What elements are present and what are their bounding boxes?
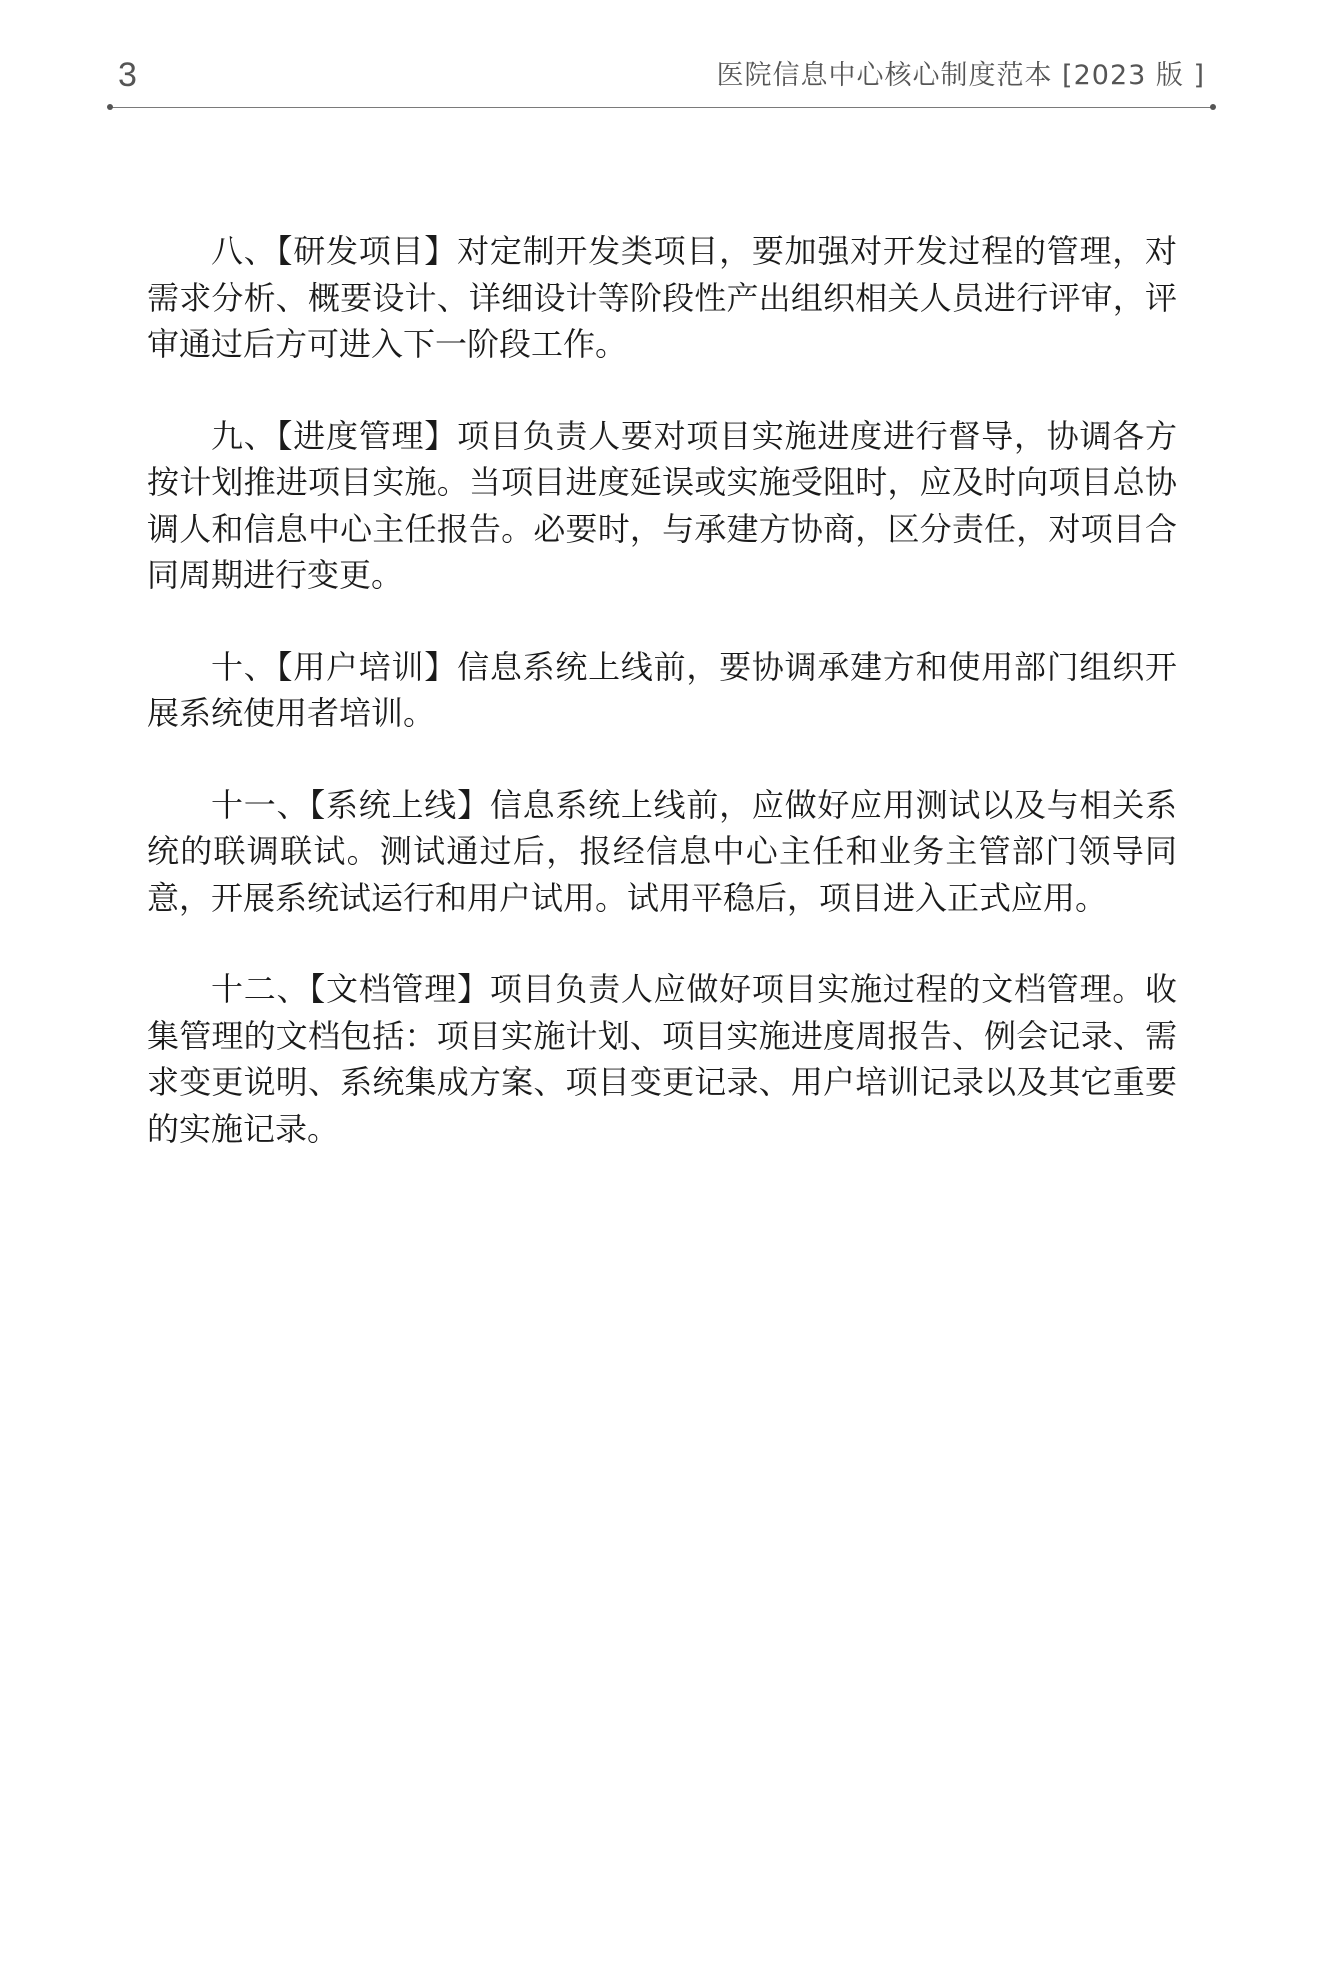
paragraph-research-project: 八、【研发项目】对定制开发类项目，要加强对开发过程的管理，对需求分析、概要设计、详细设计等阶段性产出组织相关人员进行评审，评审通过后方可进入下一阶段工作。 (147, 232, 1177, 363)
header-rule (110, 107, 1213, 108)
running-title: 医院信息中心核心制度范本 [2023 版 ] (716, 60, 1205, 91)
paragraph-user-training: 十、【用户培训】信息系统上线前，要协调承建方和使用部门组织开展系统使用者培训。 (147, 647, 1177, 732)
page-number: 3 (118, 56, 137, 94)
paragraph-document-management: 十二、【文档管理】项目负责人应做好项目实施过程的文档管理。收集管理的文档包括：项目实施计划、项目实施进度周报告、例会记录、需求变更说明、系统集成方案、项目变更记录、用户培训记录以及其它重要的实施记录。 (147, 970, 1177, 1148)
header-rule-left-dot (107, 104, 113, 110)
document-body (147, 228, 1177, 1197)
header-rule-right-dot (1210, 104, 1216, 110)
paragraph-system-launch: 十一、【系统上线】信息系统上线前，应做好应用测试以及与相关系统的联调联试。测试通过后，报经信息中心主任和业务主管部门领导同意，开展系统试运行和用户试用。试用平稳后，项目进入正式应用。 (147, 785, 1177, 917)
paragraph-progress-management: 九、【进度管理】项目负责人要对项目实施进度进行督导，协调各方按计划推进项目实施。当项目进度延误或实施受阻时，应及时向项目总协调人和信息中心主任报告。必要时，与承建方协商，区分责任，对项目合同周期进行变更。 (147, 416, 1177, 594)
